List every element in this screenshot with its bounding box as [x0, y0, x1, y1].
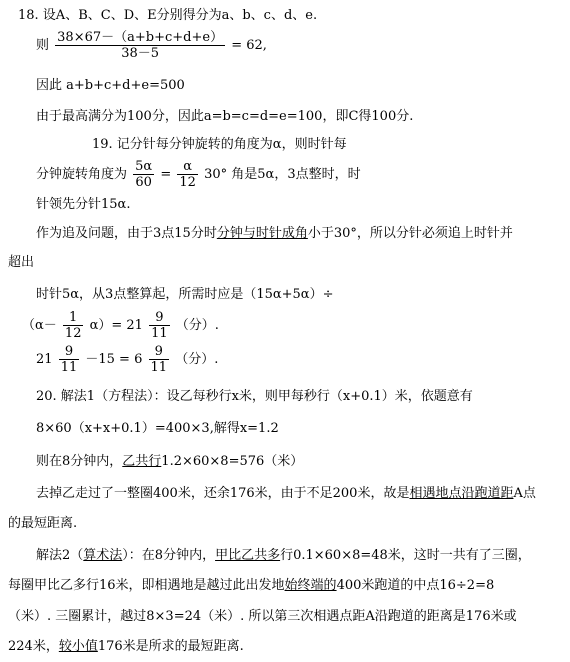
- q20-line-6: 解法2（算术法）：在8分钟内，甲比乙共多行0.1×60×8=48米，这时一共有了三圈，: [36, 548, 531, 563]
- q19-f2-numerator: α: [177, 160, 198, 175]
- q19-line-5: 超出: [8, 255, 35, 270]
- q19-l7-post: （分）.: [175, 318, 219, 333]
- q20-line-1: 20. 解法1（方程法）：设乙每秒行x米，则甲每秒行（x+0.1）米，依题意有: [36, 389, 473, 404]
- q19-fraction-a-12: [177, 160, 198, 189]
- q19-f5-numerator: 9: [59, 345, 80, 360]
- q18-line-1: 18. 设A、B、C、D、E分别得分为a、b、c、d、e.: [18, 8, 318, 23]
- q19-l7-mid: α）= 21: [89, 318, 143, 333]
- q19-fraction-9-11-a: [149, 311, 170, 340]
- q18-fraction-numerator: 38×67－（a+b+c+d+e）: [57, 30, 224, 45]
- q19-l2-pre: 分钟旋转角度为: [36, 167, 128, 182]
- q19-f6-denominator: 11: [150, 360, 168, 375]
- q19-l8-post: （分）.: [175, 352, 219, 367]
- q19-f6-numerator: 9: [149, 345, 170, 360]
- q19-fraction-1-12: [63, 311, 84, 340]
- q19-line-6: 时针5α，从3点整算起，所需时应是（15α+5α）÷: [36, 287, 334, 302]
- q18-line-4: 由于最高满分为100分，因此a=b=c=d=e=100，即C得100分.: [36, 109, 414, 124]
- q19-line-8: [36, 345, 218, 374]
- q20-line-7: 每圈甲比乙多行16米，即相遇地是越过此出发地始终端的400米跑道的中点16÷2=8: [8, 578, 495, 593]
- q19-l2-post: 30° 角是5α，3点整时，时: [204, 167, 361, 182]
- q19-f5-denominator: 11: [60, 360, 78, 375]
- q20-line-9: 224米，较小值176米是所求的最短距离.: [8, 639, 244, 654]
- q19-line-1: 19. 记分针每分钟旋转的角度为α，则时针每: [92, 137, 347, 152]
- q18-line-3: 因此 a+b+c+d+e=500: [36, 78, 185, 93]
- q18-equation-rhs: = 62,: [231, 38, 267, 53]
- q18-fraction: [55, 31, 225, 60]
- q18-fraction-equation: [36, 31, 267, 60]
- q20-line-4: 去掉乙走过了一整圈400米，还余176米，由于不足200米，故是相遇地点沿跑道距A点: [36, 486, 536, 501]
- q18-fraction-denominator: 38－5: [121, 46, 160, 61]
- q20-line-3: 则在8分钟内，乙共行1.2×60×8=576（米）: [36, 454, 304, 469]
- q19-f4-numerator: 9: [149, 311, 170, 326]
- q19-line-4: 作为追及问题，由于3点15分时分钟与时针成角小于30°，所以分针必须追上时针并: [36, 226, 513, 241]
- q20-line-8: （米）. 三圈累计，越过8×3=24（米）. 所以第三次相遇点距A沿跑道的距离是176米或: [8, 609, 517, 624]
- q19-f1-numerator: 5α: [135, 159, 153, 174]
- q19-line-3: 针领先分针15α.: [36, 197, 131, 212]
- q19-fraction-9-11-c: [149, 345, 170, 374]
- q19-line-7: [22, 311, 219, 340]
- q19-fraction-5a-60: [133, 160, 154, 189]
- q19-l8-mid: －15 = 6: [85, 352, 143, 367]
- q19-f3-denominator: 12: [64, 326, 82, 341]
- q19-f1-denominator: 60: [135, 175, 152, 190]
- q20-line-2: 8×60（x+x+0.1）=400×3,解得x=1.2: [36, 421, 279, 436]
- q20-line-5: 的最短距离.: [8, 516, 78, 531]
- q19-l8-pre: 21: [36, 352, 53, 367]
- q18-ze: 则: [36, 38, 50, 53]
- q19-fraction-9-11-b: [59, 345, 80, 374]
- q19-l2-eq: =: [160, 167, 172, 182]
- q19-f2-denominator: 12: [179, 175, 196, 190]
- q19-f4-denominator: 11: [151, 326, 168, 341]
- q19-l7-pre: （α－: [22, 318, 57, 333]
- q19-line-2: [36, 160, 361, 189]
- q19-f3-numerator: 1: [63, 311, 84, 326]
